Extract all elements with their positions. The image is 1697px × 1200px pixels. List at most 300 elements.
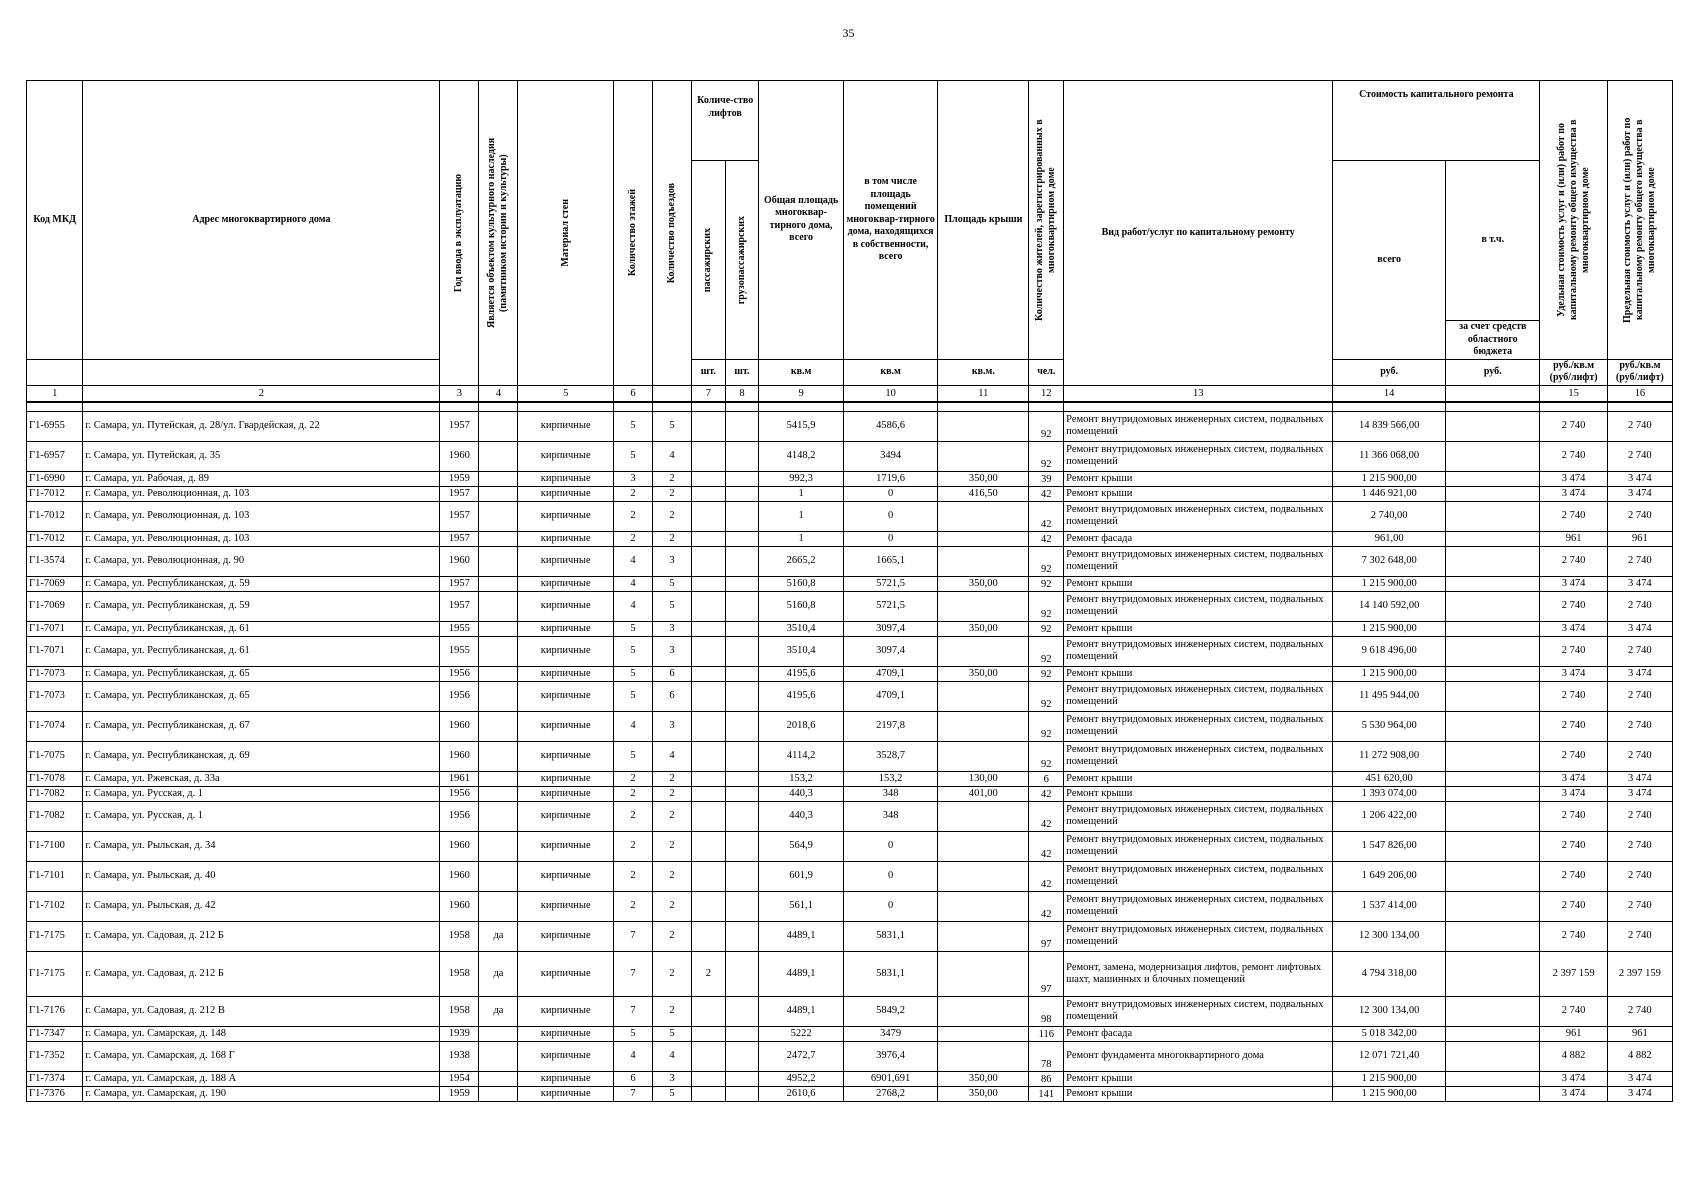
cell-floors: 2 — [613, 501, 652, 531]
table-row — [27, 486, 1673, 501]
cell-total-area: 4114,2 — [759, 741, 844, 771]
cell-unit-cost: 3 474 — [1540, 786, 1607, 801]
cell-lifts-cargo — [725, 921, 759, 951]
cell-lifts-cargo — [725, 1026, 759, 1041]
cell-lifts-passenger — [692, 441, 726, 471]
cell-work: Ремонт внутридомовых инженерных систем, подвальных помещений — [1064, 921, 1333, 951]
cell-lifts-passenger — [692, 1071, 726, 1086]
cell-residents: 97 — [1029, 951, 1064, 996]
cell-heritage — [479, 666, 518, 681]
cell-code: Г1-7176 — [27, 996, 83, 1026]
cell-year: 1960 — [440, 441, 479, 471]
cell-work: Ремонт крыши — [1064, 621, 1333, 636]
cell-work: Ремонт крыши — [1064, 576, 1333, 591]
cell-year: 1958 — [440, 921, 479, 951]
cell-total-area: 601,9 — [759, 861, 844, 891]
cell-unit-cost: 2 740 — [1540, 681, 1607, 711]
cell-walls: кирпичные — [518, 1071, 613, 1086]
cell-roof-area — [938, 996, 1029, 1026]
cell-limit-cost: 2 740 — [1607, 831, 1672, 861]
cell-work: Ремонт крыши — [1064, 771, 1333, 786]
cell-code: Г1-7078 — [27, 771, 83, 786]
unit-address — [83, 359, 440, 385]
cell-roof-area — [938, 501, 1029, 531]
cell-owned-area: 2197,8 — [843, 711, 937, 741]
cell-roof-area — [938, 711, 1029, 741]
cell-year: 1938 — [440, 1041, 479, 1071]
header-cost-incl: в т.ч. — [1446, 161, 1540, 321]
cell-code: Г1-7100 — [27, 831, 83, 861]
cell-total-area: 5160,8 — [759, 576, 844, 591]
cell-year: 1959 — [440, 471, 479, 486]
spacer-cell — [843, 402, 937, 412]
cell-roof-area: 350,00 — [938, 471, 1029, 486]
cell-residents: 92 — [1029, 621, 1064, 636]
cell-roof-area: 401,00 — [938, 786, 1029, 801]
table-row — [27, 441, 1673, 471]
spacer-cell — [1333, 402, 1446, 412]
cell-roof-area: 350,00 — [938, 576, 1029, 591]
cell-work: Ремонт внутридомовых инженерных систем, подвальных помещений — [1064, 441, 1333, 471]
cell-cost-total: 1 393 074,00 — [1333, 786, 1446, 801]
cell-unit-cost: 961 — [1540, 531, 1607, 546]
cell-total-area: 440,3 — [759, 786, 844, 801]
cell-cost-total: 5 018 342,00 — [1333, 1026, 1446, 1041]
cell-heritage — [479, 471, 518, 486]
cell-residents: 92 — [1029, 441, 1064, 471]
cell-floors: 7 — [613, 951, 652, 996]
cell-total-area: 440,3 — [759, 801, 844, 831]
cell-code: Г1-7071 — [27, 621, 83, 636]
cell-entrances: 5 — [652, 411, 691, 441]
cell-walls: кирпичные — [518, 621, 613, 636]
cell-address: г. Самара, ул. Путейская, д. 35 — [83, 441, 440, 471]
cell-floors: 5 — [613, 741, 652, 771]
cell-address: г. Самара, ул. Республиканская, д. 69 — [83, 741, 440, 771]
cell-heritage — [479, 891, 518, 921]
cell-code: Г1-3574 — [27, 546, 83, 576]
cell-heritage — [479, 591, 518, 621]
cell-lifts-cargo — [725, 831, 759, 861]
cell-floors: 2 — [613, 486, 652, 501]
cell-owned-area: 0 — [843, 891, 937, 921]
cell-cost-regional — [1446, 471, 1540, 486]
cell-code: Г1-7073 — [27, 666, 83, 681]
cell-code: Г1-7175 — [27, 951, 83, 996]
spacer-cell — [83, 402, 440, 412]
cell-unit-cost: 2 740 — [1540, 891, 1607, 921]
cell-lifts-passenger — [692, 831, 726, 861]
cell-owned-area: 6901,691 — [843, 1071, 937, 1086]
cell-roof-area: 350,00 — [938, 666, 1029, 681]
cell-cost-regional — [1446, 711, 1540, 741]
cell-cost-regional — [1446, 621, 1540, 636]
unit-owned-area: кв.м — [843, 359, 937, 385]
cell-residents: 78 — [1029, 1041, 1064, 1071]
cell-heritage — [479, 786, 518, 801]
cell-year: 1956 — [440, 801, 479, 831]
cell-residents: 116 — [1029, 1026, 1064, 1041]
cell-work: Ремонт внутридомовых инженерных систем, подвальных помещений — [1064, 681, 1333, 711]
header-heritage: Является объектом культурного наследия (памятником истории и культуры) — [479, 81, 518, 386]
table-row — [27, 666, 1673, 681]
cell-limit-cost: 2 740 — [1607, 591, 1672, 621]
cell-lifts-cargo — [725, 771, 759, 786]
cell-cost-regional — [1446, 486, 1540, 501]
cell-code: Г1-7347 — [27, 1026, 83, 1041]
cell-walls: кирпичные — [518, 711, 613, 741]
cell-address: г. Самара, ул. Рыльская, д. 34 — [83, 831, 440, 861]
cell-cost-total: 11 366 068,00 — [1333, 441, 1446, 471]
cell-year: 1961 — [440, 771, 479, 786]
cell-address: г. Самара, ул. Республиканская, д. 65 — [83, 681, 440, 711]
table-row — [27, 996, 1673, 1026]
cell-owned-area: 3097,4 — [843, 636, 937, 666]
cell-entrances: 5 — [652, 591, 691, 621]
spacer-cell — [938, 402, 1029, 412]
unit-residents: чел. — [1029, 359, 1064, 385]
cell-lifts-passenger — [692, 771, 726, 786]
cell-code: Г1-7074 — [27, 711, 83, 741]
cell-total-area: 4195,6 — [759, 681, 844, 711]
cell-owned-area: 3528,7 — [843, 741, 937, 771]
cell-walls: кирпичные — [518, 831, 613, 861]
cell-cost-total: 14 839 566,00 — [1333, 411, 1446, 441]
cell-walls: кирпичные — [518, 951, 613, 996]
cell-limit-cost: 2 740 — [1607, 411, 1672, 441]
cell-floors: 2 — [613, 891, 652, 921]
table-row — [27, 471, 1673, 486]
cell-heritage — [479, 441, 518, 471]
cell-year: 1955 — [440, 621, 479, 636]
cell-floors: 7 — [613, 1086, 652, 1101]
cell-total-area: 4489,1 — [759, 996, 844, 1026]
cell-unit-cost: 2 740 — [1540, 546, 1607, 576]
cell-work: Ремонт крыши — [1064, 1071, 1333, 1086]
cell-code: Г1-7374 — [27, 1071, 83, 1086]
spacer-cell — [440, 402, 479, 412]
header-lifts: Количе-ство лифтов — [692, 81, 759, 161]
cell-limit-cost: 961 — [1607, 531, 1672, 546]
header-cost-regional: за счет средств областного бюджета — [1446, 321, 1540, 360]
table-row — [27, 621, 1673, 636]
cell-heritage — [479, 681, 518, 711]
cell-roof-area — [938, 831, 1029, 861]
cell-walls: кирпичные — [518, 996, 613, 1026]
cell-lifts-cargo — [725, 666, 759, 681]
cell-total-area: 5415,9 — [759, 411, 844, 441]
cell-code: Г1-6990 — [27, 471, 83, 486]
cell-work: Ремонт внутридомовых инженерных систем, подвальных помещений — [1064, 891, 1333, 921]
cell-walls: кирпичные — [518, 501, 613, 531]
spacer-cell — [1540, 402, 1607, 412]
cell-lifts-passenger — [692, 786, 726, 801]
cell-unit-cost: 3 474 — [1540, 471, 1607, 486]
cell-limit-cost: 2 740 — [1607, 546, 1672, 576]
cell-lifts-cargo — [725, 861, 759, 891]
cell-cost-regional — [1446, 891, 1540, 921]
cell-residents: 92 — [1029, 591, 1064, 621]
table-row — [27, 411, 1673, 441]
cell-unit-cost: 2 740 — [1540, 711, 1607, 741]
spacer-cell — [652, 402, 691, 412]
cell-year: 1955 — [440, 636, 479, 666]
cell-cost-regional — [1446, 861, 1540, 891]
table-row — [27, 711, 1673, 741]
cell-roof-area: 350,00 — [938, 621, 1029, 636]
cell-walls: кирпичные — [518, 1026, 613, 1041]
cell-entrances: 2 — [652, 501, 691, 531]
cell-address: г. Самара, ул. Рыльская, д. 40 — [83, 861, 440, 891]
header-unit-cost: Удельная стоимость услуг и (или) работ по капитальному ремонту общего имущества в многоквартирном доме — [1540, 81, 1607, 360]
cell-roof-area — [938, 951, 1029, 996]
cell-code: Г1-7012 — [27, 501, 83, 531]
cell-lifts-passenger — [692, 621, 726, 636]
spacer-cell — [27, 402, 83, 412]
repair-register-table — [26, 80, 1673, 1102]
cell-floors: 5 — [613, 636, 652, 666]
table-row — [27, 546, 1673, 576]
cell-work: Ремонт крыши — [1064, 1086, 1333, 1101]
table-row — [27, 921, 1673, 951]
cell-work: Ремонт крыши — [1064, 471, 1333, 486]
cell-total-area: 1 — [759, 501, 844, 531]
cell-walls: кирпичные — [518, 531, 613, 546]
cell-limit-cost: 3 474 — [1607, 471, 1672, 486]
cell-entrances: 6 — [652, 666, 691, 681]
cell-residents: 92 — [1029, 666, 1064, 681]
cell-cost-regional — [1446, 441, 1540, 471]
cell-address: г. Самара, ул. Республиканская, д. 59 — [83, 576, 440, 591]
header-cost: Стоимость капитального ремонта — [1333, 81, 1540, 161]
cell-code: Г1-6957 — [27, 441, 83, 471]
cell-residents: 6 — [1029, 771, 1064, 786]
cell-limit-cost: 2 740 — [1607, 861, 1672, 891]
cell-entrances: 5 — [652, 1086, 691, 1101]
cell-heritage — [479, 501, 518, 531]
cell-heritage: да — [479, 996, 518, 1026]
cell-lifts-cargo — [725, 1041, 759, 1071]
cell-roof-area: 350,00 — [938, 1071, 1029, 1086]
cell-address: г. Самара, ул. Республиканская, д. 59 — [83, 591, 440, 621]
cell-lifts-cargo — [725, 546, 759, 576]
cell-floors: 4 — [613, 711, 652, 741]
cell-cost-total: 1 215 900,00 — [1333, 576, 1446, 591]
unit-cost-regional: руб. — [1446, 359, 1540, 385]
cell-code: Г1-7073 — [27, 681, 83, 711]
cell-walls: кирпичные — [518, 486, 613, 501]
cell-entrances: 3 — [652, 711, 691, 741]
spacer-cell — [1029, 402, 1064, 412]
cell-entrances: 2 — [652, 891, 691, 921]
cell-entrances: 3 — [652, 1071, 691, 1086]
cell-floors: 2 — [613, 786, 652, 801]
cell-entrances: 3 — [652, 636, 691, 666]
cell-address: г. Самара, ул. Садовая, д. 212 Б — [83, 951, 440, 996]
cell-lifts-cargo — [725, 786, 759, 801]
cell-work: Ремонт внутридомовых инженерных систем, подвальных помещений — [1064, 861, 1333, 891]
cell-entrances: 2 — [652, 801, 691, 831]
cell-unit-cost: 2 397 159 — [1540, 951, 1607, 996]
cell-floors: 5 — [613, 621, 652, 636]
unit-roof-area: кв.м. — [938, 359, 1029, 385]
cell-unit-cost: 3 474 — [1540, 621, 1607, 636]
cell-entrances: 2 — [652, 921, 691, 951]
cell-address: г. Самара, ул. Республиканская, д. 67 — [83, 711, 440, 741]
cell-walls: кирпичные — [518, 741, 613, 771]
table-row — [27, 576, 1673, 591]
cell-owned-area: 348 — [843, 801, 937, 831]
table-row — [27, 771, 1673, 786]
cell-residents: 42 — [1029, 786, 1064, 801]
cell-limit-cost: 961 — [1607, 1026, 1672, 1041]
cell-walls: кирпичные — [518, 861, 613, 891]
cell-address: г. Самара, ул. Революционная, д. 90 — [83, 546, 440, 576]
cell-address: г. Самара, ул. Самарская, д. 148 — [83, 1026, 440, 1041]
cell-roof-area — [938, 441, 1029, 471]
cell-work: Ремонт внутридомовых инженерных систем, подвальных помещений — [1064, 831, 1333, 861]
cell-owned-area: 3976,4 — [843, 1041, 937, 1071]
cell-walls: кирпичные — [518, 1086, 613, 1101]
cell-cost-total: 961,00 — [1333, 531, 1446, 546]
cell-limit-cost: 3 474 — [1607, 1086, 1672, 1101]
cell-lifts-passenger — [692, 1026, 726, 1041]
cell-cost-regional — [1446, 951, 1540, 996]
cell-cost-regional — [1446, 501, 1540, 531]
cell-floors: 2 — [613, 801, 652, 831]
cell-code: Г1-7102 — [27, 891, 83, 921]
cell-total-area: 561,1 — [759, 891, 844, 921]
cell-entrances: 2 — [652, 786, 691, 801]
cell-owned-area: 348 — [843, 786, 937, 801]
cell-lifts-cargo — [725, 996, 759, 1026]
cell-address: г. Самара, ул. Русская, д. 1 — [83, 786, 440, 801]
cell-floors: 2 — [613, 831, 652, 861]
cell-limit-cost: 3 474 — [1607, 621, 1672, 636]
cell-floors: 2 — [613, 771, 652, 786]
cell-entrances: 2 — [652, 831, 691, 861]
cell-owned-area: 0 — [843, 501, 937, 531]
cell-lifts-passenger — [692, 801, 726, 831]
cell-limit-cost: 3 474 — [1607, 786, 1672, 801]
cell-cost-total: 7 302 648,00 — [1333, 546, 1446, 576]
cell-year: 1957 — [440, 411, 479, 441]
cell-lifts-passenger — [692, 501, 726, 531]
cell-code: Г1-7075 — [27, 741, 83, 771]
cell-lifts-cargo — [725, 681, 759, 711]
cell-unit-cost: 2 740 — [1540, 441, 1607, 471]
table-row — [27, 501, 1673, 531]
cell-address: г. Самара, ул. Революционная, д. 103 — [83, 501, 440, 531]
cell-limit-cost: 3 474 — [1607, 486, 1672, 501]
cell-total-area: 2018,6 — [759, 711, 844, 741]
cell-residents: 39 — [1029, 471, 1064, 486]
col-number: 15 — [1540, 385, 1607, 402]
cell-work: Ремонт фундамента многоквартирного дома — [1064, 1041, 1333, 1071]
cell-roof-area: 130,00 — [938, 771, 1029, 786]
cell-cost-total: 1 446 921,00 — [1333, 486, 1446, 501]
cell-owned-area: 0 — [843, 831, 937, 861]
cell-lifts-cargo — [725, 531, 759, 546]
cell-limit-cost: 2 740 — [1607, 681, 1672, 711]
cell-heritage — [479, 636, 518, 666]
cell-lifts-cargo — [725, 891, 759, 921]
cell-code: Г1-7069 — [27, 591, 83, 621]
cell-owned-area: 0 — [843, 861, 937, 891]
cell-cost-total: 12 071 721,40 — [1333, 1041, 1446, 1071]
cell-total-area: 5160,8 — [759, 591, 844, 621]
cell-owned-area: 5721,5 — [843, 591, 937, 621]
cell-heritage — [479, 771, 518, 786]
cell-work: Ремонт внутридомовых инженерных систем, подвальных помещений — [1064, 741, 1333, 771]
header-total-area: Общая площадь многоквар-тирного дома, всего — [759, 81, 844, 360]
cell-entrances: 2 — [652, 531, 691, 546]
cell-heritage — [479, 711, 518, 741]
cell-address: г. Самара, ул. Садовая, д. 212 Б — [83, 921, 440, 951]
cell-work: Ремонт внутридомовых инженерных систем, подвальных помещений — [1064, 591, 1333, 621]
cell-lifts-cargo — [725, 621, 759, 636]
cell-floors: 5 — [613, 681, 652, 711]
header-code: Код МКД — [27, 81, 83, 360]
cell-residents: 42 — [1029, 801, 1064, 831]
cell-lifts-passenger — [692, 636, 726, 666]
cell-residents: 42 — [1029, 501, 1064, 531]
cell-cost-total: 11 272 908,00 — [1333, 741, 1446, 771]
cell-address: г. Самара, ул. Республиканская, д. 61 — [83, 636, 440, 666]
table-row — [27, 741, 1673, 771]
cell-limit-cost: 2 740 — [1607, 801, 1672, 831]
cell-address: г. Самара, ул. Революционная, д. 103 — [83, 531, 440, 546]
cell-limit-cost: 2 740 — [1607, 441, 1672, 471]
cell-total-area: 2610,6 — [759, 1086, 844, 1101]
cell-heritage — [479, 801, 518, 831]
col-number — [652, 385, 691, 402]
cell-code: Г1-7082 — [27, 801, 83, 831]
table-row — [27, 531, 1673, 546]
cell-unit-cost: 2 740 — [1540, 996, 1607, 1026]
cell-roof-area — [938, 546, 1029, 576]
cell-code: Г1-7012 — [27, 486, 83, 501]
col-number: 8 — [725, 385, 759, 402]
table-row — [27, 801, 1673, 831]
spacer-cell — [479, 402, 518, 412]
cell-unit-cost: 2 740 — [1540, 861, 1607, 891]
cell-entrances: 5 — [652, 576, 691, 591]
spacer-cell — [518, 402, 613, 412]
cell-work: Ремонт крыши — [1064, 486, 1333, 501]
cell-cost-regional — [1446, 996, 1540, 1026]
cell-walls: кирпичные — [518, 1041, 613, 1071]
cell-cost-regional — [1446, 576, 1540, 591]
cell-roof-area — [938, 591, 1029, 621]
cell-roof-area — [938, 1026, 1029, 1041]
col-number: 2 — [83, 385, 440, 402]
cell-lifts-passenger — [692, 666, 726, 681]
cell-cost-regional — [1446, 1041, 1540, 1071]
cell-lifts-passenger — [692, 531, 726, 546]
cell-year: 1958 — [440, 996, 479, 1026]
cell-lifts-cargo — [725, 711, 759, 741]
cell-floors: 4 — [613, 591, 652, 621]
cell-residents: 42 — [1029, 831, 1064, 861]
cell-work: Ремонт внутридомовых инженерных систем, подвальных помещений — [1064, 546, 1333, 576]
cell-owned-area: 3494 — [843, 441, 937, 471]
cell-code: Г1-7012 — [27, 531, 83, 546]
cell-roof-area — [938, 531, 1029, 546]
col-number: 11 — [938, 385, 1029, 402]
spacer-cell — [692, 402, 726, 412]
cell-cost-regional — [1446, 771, 1540, 786]
